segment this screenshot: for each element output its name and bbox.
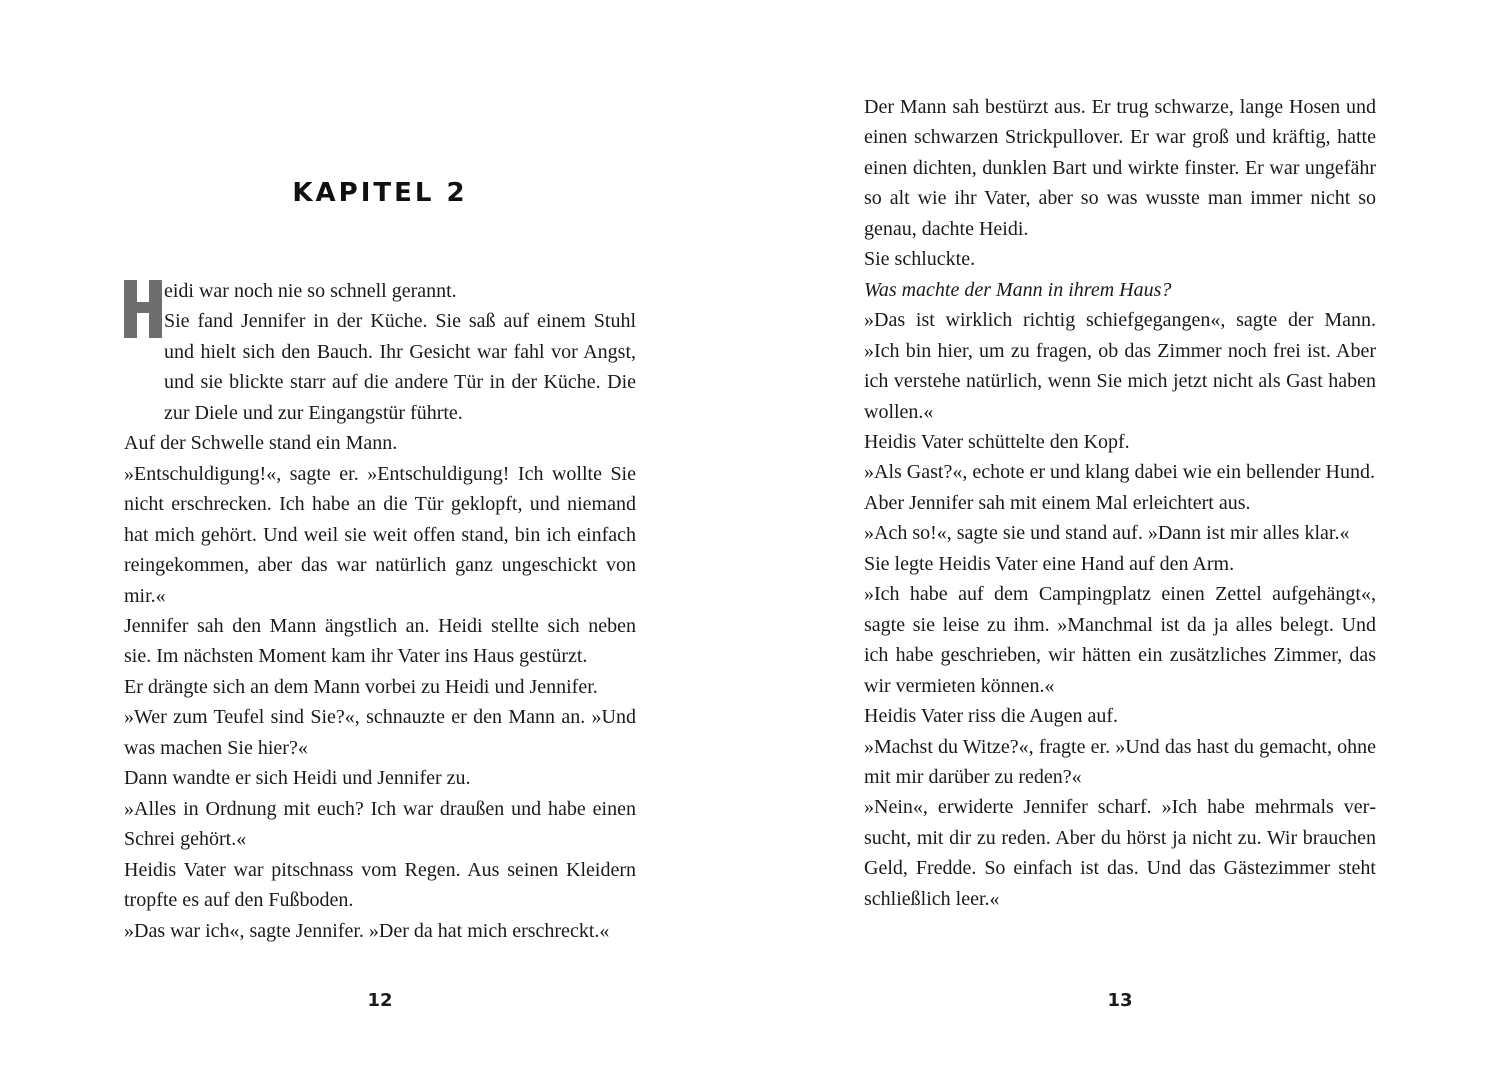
paragraph: Der Mann sah bestürzt aus. Er trug schwarze, lange Hosen und einen schwarzen Strickpullover. Er war groß und kräftig, hatte einen dichten, dunklen Bart und wirkte finster. Er war ungefähr so alt wie ihr Vater, aber so was wusste man immer nicht so genau, dachte Heidi.: [864, 96, 1376, 240]
paragraph: »Das ist wirklich richtig schiefgegangen«, sagte der Mann. »Ich bin hier, um zu fragen, ob das Zimmer noch frei ist. Aber ich verstehe natürlich, wenn Sie mich jetzt nicht als Gast haben wollen.«: [864, 309, 1376, 423]
paragraph: Heidis Vater schüttelte den Kopf.: [864, 430, 1130, 453]
page-number-right: 13: [1107, 990, 1133, 1011]
paragraph: »Machst du Witze?«, fragte er. »Und das hast du gemacht, ohne mit mir darüber zu reden?«: [864, 735, 1376, 788]
paragraph-italic: Was machte der Mann in ihrem Haus?: [864, 278, 1172, 301]
paragraph: Auf der Schwelle stand ein Mann.: [124, 432, 398, 455]
paragraph: Aber Jennifer sah mit einem Mal erleichtert aus.: [864, 491, 1251, 514]
paragraph: Dann wandte er sich Heidi und Jennifer zu.: [124, 767, 471, 790]
paragraph: »Ach so!«, sagte sie und stand auf. »Dann ist mir alles klar.«: [864, 522, 1350, 545]
paragraph: »Ich habe auf dem Campingplatz einen Zettel aufgehängt«, sagte sie leise zu ihm. »Manchmal ist da ja alles belegt. Und ich habe geschrieben, wir hätten ein zusätzliches Zimmer, das wir vermieten können.«: [864, 583, 1376, 697]
paragraph: eidi war noch nie so schnell gerannt.: [164, 280, 457, 302]
paragraph: Sie legte Heidis Vater eine Hand auf den Arm.: [864, 552, 1235, 575]
paragraph: Sie schluckte.: [864, 248, 976, 271]
paragraph: »Alles in Ordnung mit euch? Ich war draußen und habe einen Schrei gehört.«: [124, 797, 636, 851]
paragraph: »Nein«, erwiderte Jennifer scharf. »Ich habe mehrmals versucht, mit dir zu reden. Aber du hörst ja nicht zu. Wir brauchen Geld, Fredde. So einfach ist das. Und das Gästezimmer steht schließlich leer.«: [864, 796, 1376, 910]
right-page-text: [864, 92, 1376, 914]
page-number-left: 12: [367, 990, 393, 1011]
left-page-text: [124, 276, 636, 946]
paragraph: Jennifer sah den Mann ängstlich an. Heidi stellte sich neben sie. Im nächsten Moment kam ihr Vater ins Haus gestürzt.: [124, 614, 636, 668]
right-page: [750, 0, 1500, 1086]
paragraph: »Wer zum Teufel sind Sie?«, schnauzte er den Mann an. »Und was machen Sie hier?«: [124, 706, 636, 759]
paragraph: »Als Gast?«, echote er und klang dabei wie ein bellender Hund.: [864, 461, 1375, 484]
paragraph: Heidis Vater riss die Augen auf.: [864, 705, 1119, 728]
paragraph: »Entschuldigung!«, sagte er. »Entschuldigung! Ich wollte Sie nicht erschrecken. Ich habe an die Tür geklopft, und niemand hat mich gehört. Und weil sie weit offen stand, bin ich einfach reingekommen, aber das war natürlich ganz ungeschickt von mir.«: [124, 462, 636, 607]
paragraph: Sie fand Jennifer in der Küche. Sie saß auf einem Stuhl und hielt sich den Bauch. Ihr Gesicht war fahl vor Angst, und sie blickte starr auf die andere Tür in der Küche. Die zur Diele und zur Eingangstür führte.: [164, 310, 636, 424]
paragraph: Heidis Vater war pitschnass vom Regen. Aus seinen Kleidern tropfte es auf den Fußboden.: [124, 858, 636, 912]
paragraph: »Das war ich«, sagte Jennifer. »Der da hat mich erschreckt.«: [124, 919, 610, 942]
chapter-title: KAPITEL 2: [292, 178, 468, 208]
dropcap-h-icon: [124, 280, 162, 338]
paragraph: Er drängte sich an dem Mann vorbei zu Heidi und Jennifer.: [124, 675, 598, 698]
